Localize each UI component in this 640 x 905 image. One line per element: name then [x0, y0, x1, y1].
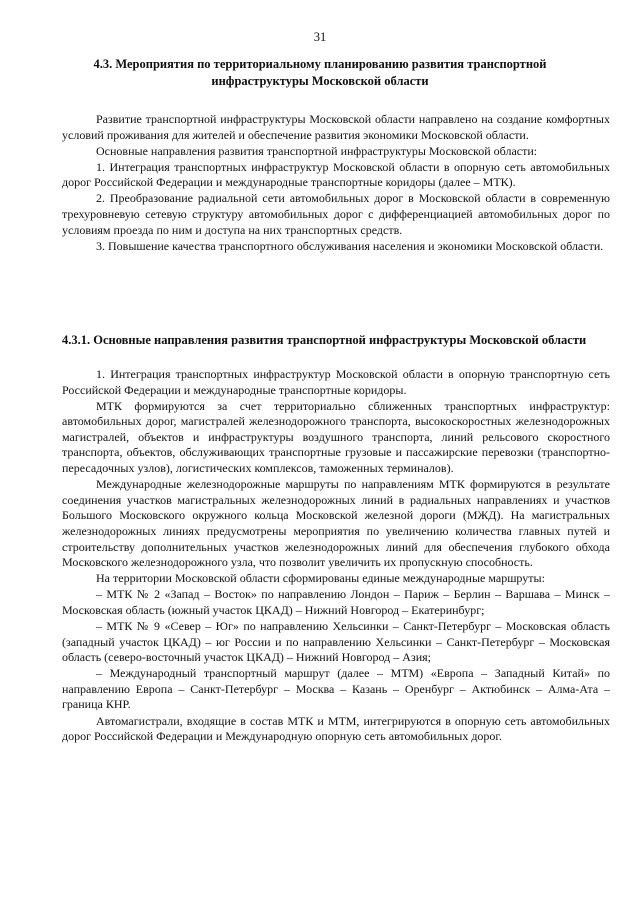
body-paragraph: МТК формируются за счет территориально сближенных транспортных инфраструктур: автомобильных дорог, магистралей железнодорожного транспорта, высокоскоростных железнодорожных магистралей, объектов и инфраструктуры воздушного транспорта, линий рельсового скоростного транспорта, объектов, обслуживающих транспортные грузовые и пассажирские перевозки (транспортно-пересадочных узлов), логистических комплексов, таможенных терминалов). [62, 398, 610, 476]
intro-list-item: 1. Интеграция транспортных инфраструктур Московской области в опорную сеть автомобильных дорог Российской Федерации и международные транспортные коридоры (далее – МТК). [62, 159, 610, 190]
body-paragraph: Автомагистрали, входящие в состав МТК и МТМ, интегрируются в опорную сеть автомобильных дорог Российской Федерации и Международную опорную сеть автомобильных дорог. [62, 713, 610, 744]
route-list-item: – Международный транспортный маршрут (далее – МТМ) «Европа – Западный Китай» по направлению Европа – Санкт-Петербург – Москва – Казань – Оренбург – Актюбинск – Алма-Ата – граница КНР. [62, 666, 610, 712]
page-number: 31 [313, 30, 327, 44]
section-heading-4-3: 4.3. Мероприятия по территориальному планированию развития транспортной инфраструктуры Московской области [93, 57, 547, 88]
intro-section [62, 112, 610, 255]
body-paragraph: Международные железнодорожные маршруты по направлениям МТК формируются в результате соединения участков магистральных железнодорожных линий в радиальных направлениях и участков Большого Московского окружного кольца Московской железной дороги (МЖД). На магистральных железнодорожных линиях предусмотрены мероприятия по увеличению количества главных путей и строительству дополнительных участков железнодорожных линий для обеспечения глубокого обхода Московского железнодорожного узла, что позволит увеличить их пропускную способность. [62, 477, 610, 570]
intro-list-item: 3. Повышение качества транспортного обслуживания населения и экономики Московской области. [96, 238, 604, 253]
intro-paragraph: Развитие транспортной инфраструктуры Московской области направлено на создание комфортных условий проживания для жителей и обеспечение развития экономики Московской области. [62, 112, 610, 142]
route-list-item: – МТК № 2 «Запад – Восток» по направлению Лондон – Париж – Берлин – Варшава – Минск – Московская область (южный участок ЦКАД) – Нижний Новгород – Екатеринбург; [62, 587, 610, 617]
body-paragraph: На территории Московской области сформированы единые международные маршруты: [96, 571, 545, 586]
subsection-heading-4-3-1: 4.3.1. Основные направления развития транспортной инфраструктуры Московской области [62, 333, 587, 347]
body-paragraph: 1. Интеграция транспортных инфраструктур Московской области в опорную транспортную сеть Российской Федерации и международные транспортные коридоры. [62, 367, 610, 397]
intro-paragraph: Основные направления развития транспортной инфраструктуры Московской области: [96, 143, 538, 158]
intro-list-item: 2. Преобразование радиальной сети автомобильных дорог в Московской области в современную трехуровневую сетевую структуру автомобильных дорог с дифференциацией автомобильных дорог по условиям проезда по ним и доступа на них транспортных средств. [62, 191, 610, 237]
route-list-item: – МТК № 9 «Север – Юг» по направлению Хельсинки – Санкт-Петербург – Московская область (западный участок ЦКАД) – юг России и по направлению Хельсинки – Санкт-Петербург – Московская область (северо-восточный участок ЦКАД) – Нижний Новгород – Азия; [62, 619, 610, 665]
body-section [62, 367, 610, 745]
